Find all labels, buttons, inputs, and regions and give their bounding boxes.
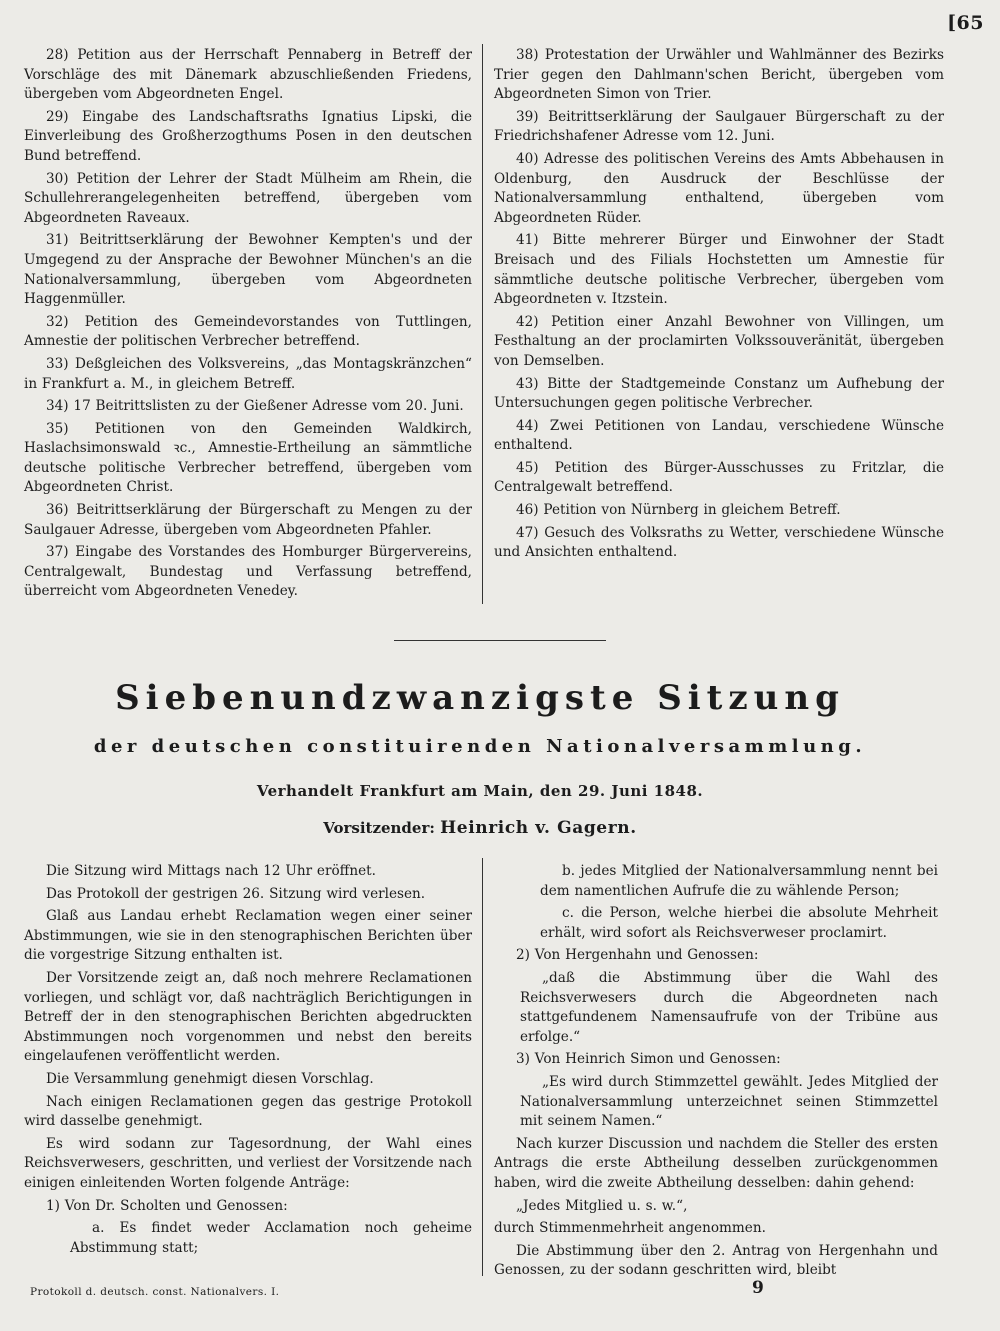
bottom-left-column	[24, 862, 472, 1261]
session-title: Siebenundzwanzigste Sitzung	[115, 678, 845, 718]
petition-41: 41) Bitte mehrerer Bürger und Einwohner der Stadt Breisach und des Filials Hochstetten um Amnestie für sämmtliche deutsche politische Verbrecher, übergeben vom Abgeordneten v. Itzstein.	[494, 232, 944, 308]
petition-44: 44) Zwei Petitionen von Landau, verschiedene Wünsche enthaltend.	[494, 417, 944, 454]
para-reclamations: Nach einigen Reclamationen gegen das gestrige Protokoll wird dasselbe genehmigt.	[24, 1093, 472, 1130]
petition-33: 33) Deßgleichen des Volksvereins, „das Montagskränzchen“ in Frankfurt a. M., in gleichem Betreff.	[24, 355, 472, 392]
para-agenda: Es wird sodann zur Tagesordnung, der Wahl eines Reichsverwesers, geschritten, und verliest der Vorsitzende nach einigen einleitenden Worten folgende Anträge:	[24, 1135, 472, 1191]
motion-2-quote: „daß die Abstimmung über die Wahl des Reichsverwesers durch die Abgeordneten nach stattgefundenem Namensaufrufe von der Tribüne aus erfolge.“	[520, 969, 938, 1045]
page-number: [65	[947, 12, 984, 34]
para-vote-motion-2: Die Abstimmung über den 2. Antrag von Hergenhahn und Genossen, zu der sodann geschritten wird, bleibt	[494, 1242, 938, 1279]
petition-42: 42) Petition einer Anzahl Bewohner von Villingen, um Festhaltung an der proclamirten Volkssouveränität, übergeben von Demselben.	[494, 313, 944, 369]
motion-1b: b. jedes Mitglied der Nationalversammlung nennt bei dem namentlichen Aufrufe die zu wählende Person;	[540, 863, 938, 899]
column-divider-top	[482, 44, 483, 604]
motion-1c: c. die Person, welche hierbei die absolute Mehrheit erhält, wird sofort als Reichsverweser proclamirt.	[540, 905, 938, 941]
para-opening: Die Sitzung wird Mittags nach 12 Uhr eröffnet.	[46, 863, 376, 879]
chair-line	[0, 818, 960, 838]
petition-37: 37) Eingabe des Vorstandes des Homburger Bürgervereins, Centralgewalt, Bundestag und Verfassung betreffend, überreicht vom Abgeordneten Venedey.	[24, 544, 472, 600]
motion-3-quote: „Es wird durch Stimmzettel gewählt. Jedes Mitglied der Nationalversammlung unterzeichnet seinen Stimmzettel mit seinem Namen.“	[520, 1073, 938, 1130]
para-protocol: Das Protokoll der gestrigen 26. Sitzung wird verlesen.	[46, 885, 426, 902]
column-divider-bottom	[482, 858, 483, 1276]
petition-28: 28) Petition aus der Herrschaft Pennaberg in Betreff der Vorschläge des mit Dänemark abzuschließenden Friedens, übergeben vom Abgeordneten Engel.	[24, 47, 472, 103]
para-chair-announcement: Der Vorsitzende zeigt an, daß noch mehrere Reclamationen vorliegen, und schlägt vor, daß nachträglich Berichtigungen in Betreff der in den stenographischen Berichten abgedruckten Abstimmungen noch vorgenommen und nebst den bereits eingelaufenen veröffentlicht werden.	[24, 969, 472, 1065]
motion-1a: a. Es findet weder Acclamation noch geheime Abstimmung statt;	[70, 1220, 472, 1256]
quote-short: „Jedes Mitglied u. s. w.“,	[516, 1197, 688, 1214]
petition-46: 46) Petition von Nürnberg in gleichem Betreff.	[516, 502, 841, 519]
chair-name: Heinrich v. Gagern.	[440, 818, 637, 838]
chair-label: Vorsitzender:	[323, 819, 435, 837]
petition-45: 45) Petition des Bürger-Ausschusses zu Fritzlar, die Centralgewalt betreffend.	[494, 459, 944, 496]
session-dateline: Verhandelt Frankfurt am Main, den 29. Juni 1848.	[256, 782, 704, 800]
petition-43: 43) Bitte der Stadtgemeinde Constanz um Aufhebung der Untersuchungen gegen politische Verbrecher.	[494, 375, 944, 412]
petition-31: 31) Beitrittserklärung der Bewohner Kempten's und der Umgegend zu der Ansprache der Bewohner München's an die Nationalversammlung, übergeben vom Abgeordneten Haggenmüller.	[24, 232, 472, 308]
session-subtitle: der deutschen constituirenden Nationalversammlung.	[93, 736, 867, 757]
motion-3-heading: 3) Von Heinrich Simon und Genossen:	[516, 1051, 781, 1068]
petition-30: 30) Petition der Lehrer der Stadt Mülheim am Rhein, die Schullehrerangelegenheiten betreffend, übergeben vom Abgeordneten Raveaux.	[24, 170, 472, 226]
petition-40: 40) Adresse des politischen Vereins des Amts Abbehausen in Oldenburg, den Ausdruck der Beschlüsse der Nationalversammlung enthaltend, übergeben vom Abgeordneten Rüder.	[494, 150, 944, 226]
petition-36: 36) Beitrittserklärung der Bürgerschaft zu Mengen zu der Saulgauer Adresse, übergeben vom Abgeordneten Pfahler.	[24, 502, 472, 538]
top-right-column	[494, 46, 944, 566]
signature-mark: 9	[752, 1278, 764, 1298]
petition-29: 29) Eingabe des Landschaftsraths Ignatius Lipski, die Einverleibung des Großherzogthums Posen in den deutschen Bund betreffend.	[24, 108, 472, 164]
petition-34: 34) 17 Beitrittslisten zu der Gießener Adresse vom 20. Juni.	[46, 398, 464, 415]
para-glass: Glaß aus Landau erhebt Reclamation wegen einer seiner Abstimmungen, wie sie in den stenographischen Berichten über die vorgestrige Sitzung enthalten ist.	[24, 908, 472, 964]
petition-47: 47) Gesuch des Volksraths zu Wetter, verschiedene Wünsche und Ansichten enthaltend.	[494, 524, 944, 561]
footer-signature-line: Protokoll d. deutsch. const. Nationalvers. I.	[30, 1286, 280, 1298]
para-result: durch Stimmenmehrheit angenommen.	[494, 1220, 766, 1237]
petition-35: 35) Petitionen von den Gemeinden Waldkirch, Haslachsimonswald ꝛc., Amnestie-Ertheilung an sämmtliche deutsche politische Verbrecher betreffend, übergeben vom Abgeordneten Christ.	[24, 420, 472, 496]
petition-38: 38) Protestation der Urwähler und Wahlmänner des Bezirks Trier gegen den Dahlmann'schen Bericht, übergeben vom Abgeordneten Simon von Trier.	[494, 47, 944, 103]
motion-2-heading: 2) Von Hergenhahn und Genossen:	[516, 947, 759, 964]
petition-32: 32) Petition des Gemeindevorstandes von Tuttlingen, Amnestie der politischen Verbrecher betreffend.	[24, 313, 472, 350]
para-discussion: Nach kurzer Discussion und nachdem die Steller des ersten Antrags die erste Abtheilung desselben zurückgenommen haben, wird die zweite Abtheilung desselben: dahin gehend:	[494, 1135, 938, 1191]
bottom-right-column	[494, 862, 938, 1284]
motion-1-heading: 1) Von Dr. Scholten und Genossen:	[46, 1197, 288, 1214]
top-left-column	[24, 46, 472, 605]
para-approval: Die Versammlung genehmigt diesen Vorschlag.	[46, 1070, 374, 1087]
section-divider	[394, 640, 606, 641]
petition-39: 39) Beitrittserklärung der Saulgauer Bürgerschaft zu der Friedrichshafener Adresse vom 12. Juni.	[494, 108, 944, 145]
